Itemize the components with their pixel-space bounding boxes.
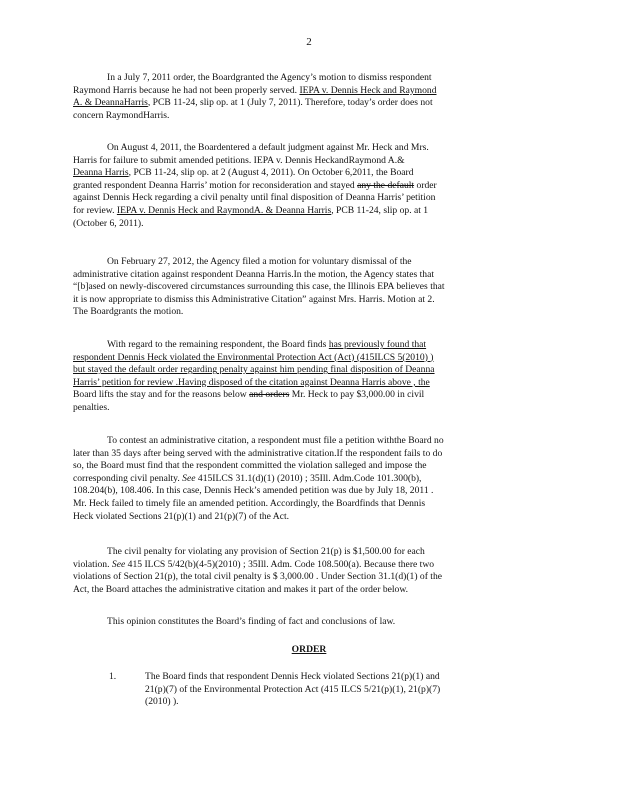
struck-text: and orders <box>249 389 290 401</box>
struck-text: any the default <box>357 179 415 191</box>
order-item-1 <box>145 671 543 709</box>
signal-word: See <box>182 472 196 484</box>
text-line: violations of Section 21(p), the total civil penalty is $ 3,000.00 . Under Section 31.1(d)(1) of the <box>73 571 443 583</box>
text-line: (October 6, 2011). <box>73 217 144 229</box>
inserted-text: respondent Dennis Heck violated the Environmental Protection Act (Act) (415ILCS 5(2010) ) <box>73 351 434 363</box>
paragraph-remaining-respondent <box>73 339 543 415</box>
paragraph-default-judgment <box>73 142 543 230</box>
text-line: Raymond Harris because he had not been properly served. <box>73 84 298 96</box>
text-line: granted respondent Deanna Harris’ motion for reconsideration and stayed <box>73 179 355 191</box>
text-line: against Dennis Heck regarding a civil penalty until final disposition of Deanna Harris’ petition <box>73 192 436 204</box>
text-line: “[b]ased on newly-discovered circumstances surrounding this case, the Illinois EPA believes that <box>73 281 445 293</box>
case-citation: A. & DeannaHarris <box>73 97 148 109</box>
order-item-number: 1. <box>109 671 117 682</box>
text-line: concern RaymondHarris. <box>73 109 170 121</box>
text-line: later than 35 days after being served with the administrative citation.If the respondent fails to do <box>73 447 443 459</box>
text-line: 108.204(b), 108.406. In this case, Dennis Heck’s amended petition was due by July 18, 2011 . <box>73 485 434 497</box>
text-line: violation. <box>73 558 110 570</box>
case-citation: IEPA v. Dennis HeckandRaymond A.& <box>253 154 405 166</box>
text-line: penalties. <box>73 401 110 413</box>
inserted-text: has previously found that <box>328 339 427 350</box>
text-line: corresponding civil penalty. <box>73 472 180 484</box>
inserted-text: but stayed the default order regarding penalty against him pending final disposition of Deanna <box>73 364 435 376</box>
inserted-text: Harris’ petition for review .Having disposed of the citation against Deanna Harris above , the <box>73 376 430 388</box>
text-line: Mr. Heck failed to timely file an amended petition. Accordingly, the Boardfinds that Dennis <box>73 497 426 509</box>
text-line: (2010) ). <box>145 696 179 708</box>
paragraph-voluntary-dismissal <box>73 256 543 319</box>
text-line: With regard to the remaining respondent, the Board finds <box>107 339 327 350</box>
text-line: Harris for failure to submit amended petitions. <box>73 154 252 166</box>
case-citation: IEPA v. Dennis Heck and Raymond <box>299 84 437 96</box>
paragraph-dismissal-harris <box>73 72 543 122</box>
text-line: This opinion constitutes the Board’s finding of fact and conclusions of law. <box>107 616 396 627</box>
text-line: it is now appropriate to dismiss this Administrative Citation” against Mrs. Harris. Motion at 2. <box>73 293 435 305</box>
text-line: To contest an administrative citation, a respondent must file a petition withthe Board no <box>107 435 444 446</box>
text-line: order <box>416 179 437 191</box>
text-line: Heck violated Sections 21(p)(1) and 21(p)(7) of the Act. <box>73 510 290 522</box>
text-line: On February 27, 2012, the Agency filed a motion for voluntary dismissal of the <box>107 256 412 267</box>
paragraph-opinion-statement <box>73 616 543 629</box>
text-line: The Board finds that respondent Dennis Heck violated Sections 21(p)(1) and <box>145 671 440 682</box>
text-line: Act, the Board attaches the administrative citation and makes it part of the order below. <box>73 583 409 595</box>
text-line: In a July 7, 2011 order, the Boardgranted the Agency’s motion to dismiss respondent <box>107 72 432 83</box>
text-line: , PCB 11-24, slip op. at 1 (July 7, 2011). Therefore, today’s order does not <box>147 97 433 109</box>
text-line: Board lifts the stay and for the reasons below <box>73 389 247 401</box>
text-line: The Boardgrants the motion. <box>73 306 184 318</box>
case-citation: Deanna Harris <box>73 167 129 179</box>
signal-word: See <box>111 558 126 570</box>
text-line: 415ILCS 31.1(d)(1) (2010) ; 35Ill. Adm.Code 101.300(b), <box>197 472 422 484</box>
paragraph-contest-citation <box>73 435 543 523</box>
text-line: , PCB 11-24, slip op. at 2 (August 4, 2011). On October 6,2011, the Board <box>128 167 414 179</box>
text-line: 21(p)(7) of the Environmental Protection Act (415 ILCS 5/21(p)(1), 21(p)(7) <box>145 683 441 695</box>
text-line: On August 4, 2011, the Boardentered a default judgment against Mr. Heck and Mrs. <box>107 142 429 153</box>
text-line: so, the Board must find that the respondent committed the violation salleged and impose the <box>73 460 427 472</box>
text-line: Mr. Heck to pay $3,000.00 in civil <box>291 389 425 401</box>
page-number: 2 <box>306 36 312 48</box>
case-citation: IEPA v. Dennis Heck and RaymondA. & Deanna Harris <box>116 204 332 216</box>
text-line: The civil penalty for violating any provision of Section 21(p) is $1,500.00 for each <box>107 546 425 557</box>
text-line: 415 ILCS 5/42(b)(4-5)(2010) ; 35Ill. Adm. Code 108.500(a). Because there two <box>127 558 435 570</box>
text-line: , PCB 11-24, slip op. at 1 <box>331 204 429 216</box>
text-line: administrative citation against respondent Deanna Harris.In the motion, the Agency states that <box>73 268 434 280</box>
text-line: for review. <box>73 204 115 216</box>
paragraph-civil-penalty <box>73 546 543 596</box>
order-heading: ORDER <box>291 644 327 655</box>
